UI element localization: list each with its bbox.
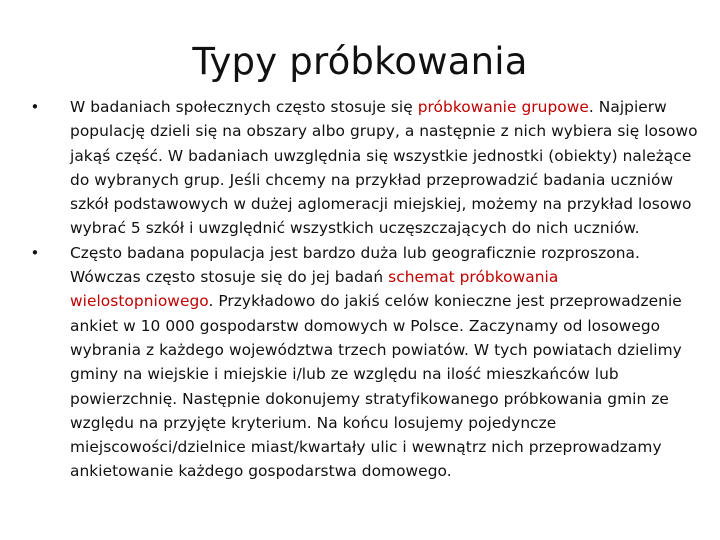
bullet-text: Często badana populacja jest bardzo duża lub geograficznie rozproszona. Wówczas często stosuje się do jej badań bbox=[70, 243, 640, 287]
highlighted-term: schemat próbkowania wielostopniowego bbox=[70, 268, 559, 311]
bullet-item bbox=[30, 95, 698, 241]
bullet-text: . Przykładowo do jakiś celów konieczne jest przeprowadzenie ankiet w 10 000 gospodarstw domowych w Polsce. Zaczynamy od losowego wybrania z każdego województwa trzech powiatów. W tych powiatach dzielimy gminy na wiejskie i miejskie i/lub ze względu na ilość mieszkańców lub powierzchnię. Następnie dokonujemy stratyfikowanego próbkowania gmin ze względu na przyjęte kryterium. Na końcu losujemy pojedyncze miejscowości/dzielnice miast/kwartały ulic i wewnątrz nich przeprowadzamy ankietowanie każdego gospodarstwa domowego. bbox=[70, 292, 682, 481]
bullet-list bbox=[30, 95, 698, 484]
bullet-text: W badaniach społecznych często stosuje się bbox=[70, 98, 418, 116]
highlighted-term: próbkowanie grupowe bbox=[417, 98, 589, 116]
bullet-dot-icon: • bbox=[30, 98, 40, 116]
bullet-dot-icon: • bbox=[30, 243, 40, 262]
slide-title: Typy próbkowania bbox=[192, 40, 528, 83]
bullet-item bbox=[30, 241, 698, 484]
bullet-text: . Najpierw populację dzieli się na obszary albo grupy, a następnie z nich wybiera się losowo jakąś część. W badaniach uwzględnia się wszystkie jednostki (obiekty) należące do wybranych grup. Jeśli chcemy na przykład przeprowadzić badania uczniów szkół podstawowych w dużej aglomeracji miejskiej, możemy na przykład losowo wybrać 5 szkół i uwzględnić wszystkich uczęszczających do nich uczniów. bbox=[70, 98, 698, 238]
